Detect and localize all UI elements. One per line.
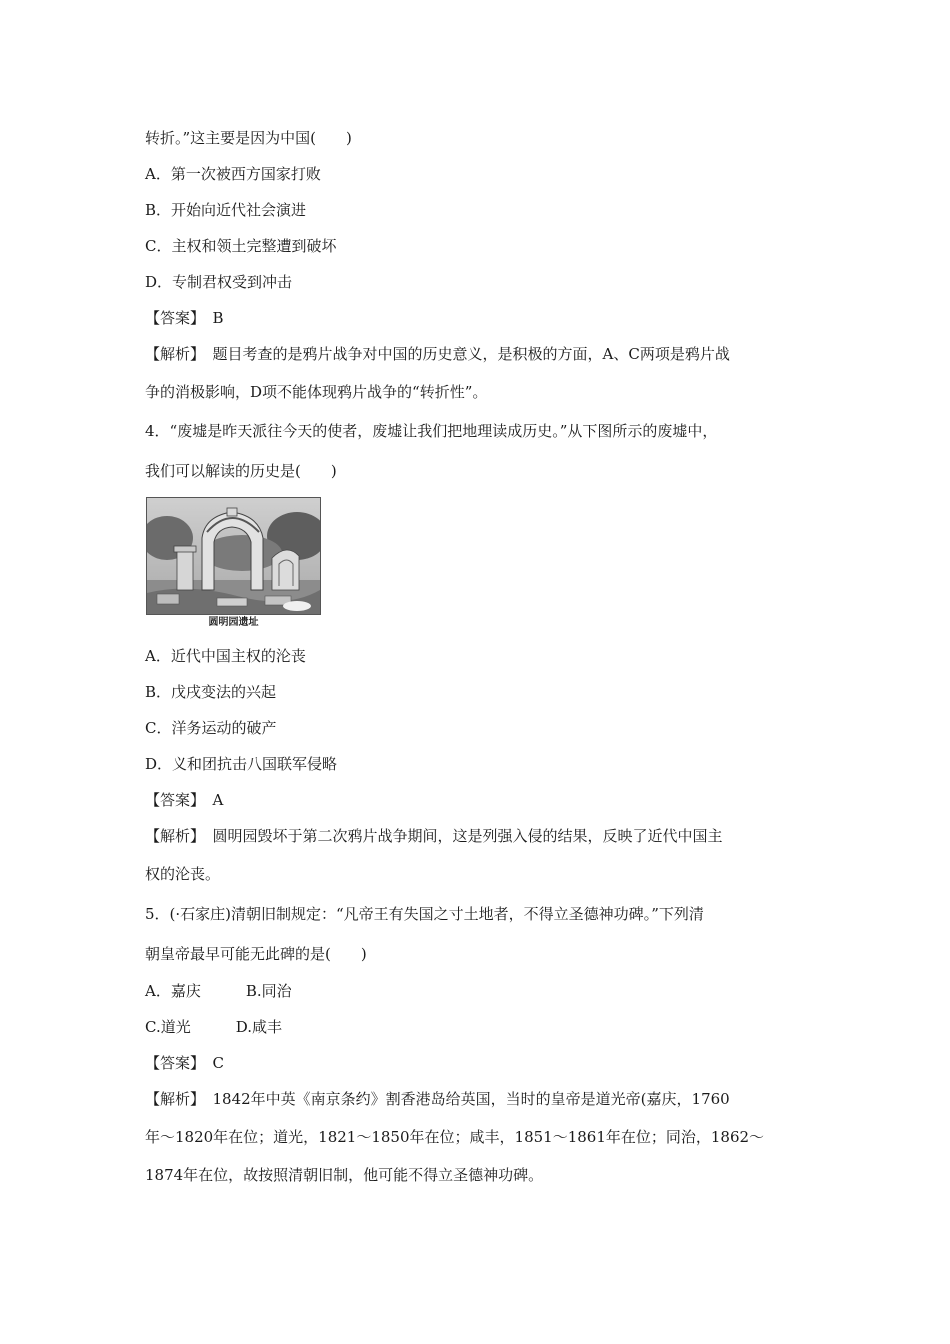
q5-analysis-line2: 年～1820年在位；道光，1821～1850年在位；咸丰，1851～1861年在位；同治，1862～ — [145, 1128, 765, 1146]
q3-answer: 【答案】 B — [145, 309, 224, 327]
q4-answer: 【答案】 A — [145, 791, 224, 809]
q3-stem-continuation: 转折。”这主要是因为中国( ) — [145, 129, 352, 147]
q4-analysis-line2: 权的沦丧。 — [145, 865, 221, 883]
q4-stem-line2: 我们可以解读的历史是( ) — [145, 462, 337, 480]
q3-analysis-line1: 【解析】 题目考查的是鸦片战争对中国的历史意义，是积极的方面，A、C两项是鸦片战 — [145, 345, 730, 363]
q3-option-c: C．主权和领土完整遭到破坏 — [145, 237, 337, 255]
q4-option-c: C．洋务运动的破产 — [145, 719, 277, 737]
q4-option-b: B．戊戌变法的兴起 — [145, 683, 277, 701]
q4-option-d: D．义和团抗击八国联军侵略 — [145, 755, 338, 773]
q3-option-a: A．第一次被西方国家打败 — [145, 165, 321, 183]
q5-options-ab: A．嘉庆 B.同治 — [145, 982, 292, 1000]
figure-caption: 圆明园遗址 — [208, 617, 259, 628]
q5-analysis-line3: 1874年在位，故按照清朝旧制，他可能不得立圣德神功碑。 — [145, 1166, 544, 1184]
q5-stem-line2: 朝皇帝最早可能无此碑的是( ) — [145, 945, 367, 963]
yuanmingyuan-figure — [146, 497, 321, 635]
q5-answer: 【答案】 C — [145, 1054, 224, 1072]
q3-option-b: B．开始向近代社会演进 — [145, 201, 307, 219]
q3-option-d: D．专制君权受到冲击 — [145, 273, 293, 291]
q4-stem-line1: 4．“废墟是昨天派往今天的使者，废墟让我们把地理读成历史。”从下图所示的废墟中， — [145, 422, 718, 440]
q3-analysis-line2: 争的消极影响，D项不能体现鸦片战争的“转折性”。 — [145, 383, 488, 401]
ruins-illustration — [147, 498, 320, 614]
q4-option-a: A．近代中国主权的沦丧 — [145, 647, 306, 665]
q4-analysis-line1: 【解析】 圆明园毁坏于第二次鸦片战争期间，这是列强入侵的结果，反映了近代中国主 — [145, 827, 723, 845]
ruins-photo — [146, 497, 321, 615]
q5-analysis-line1: 【解析】 1842年中英《南京条约》割香港岛给英国，当时的皇帝是道光帝(嘉庆，1760 — [145, 1090, 730, 1108]
q5-stem-line1: 5．(·石家庄)清朝旧制规定：“凡帝王有失国之寸土地者，不得立圣德神功碑。”下列清 — [145, 905, 704, 923]
q5-options-cd: C.道光 D.咸丰 — [145, 1018, 282, 1036]
